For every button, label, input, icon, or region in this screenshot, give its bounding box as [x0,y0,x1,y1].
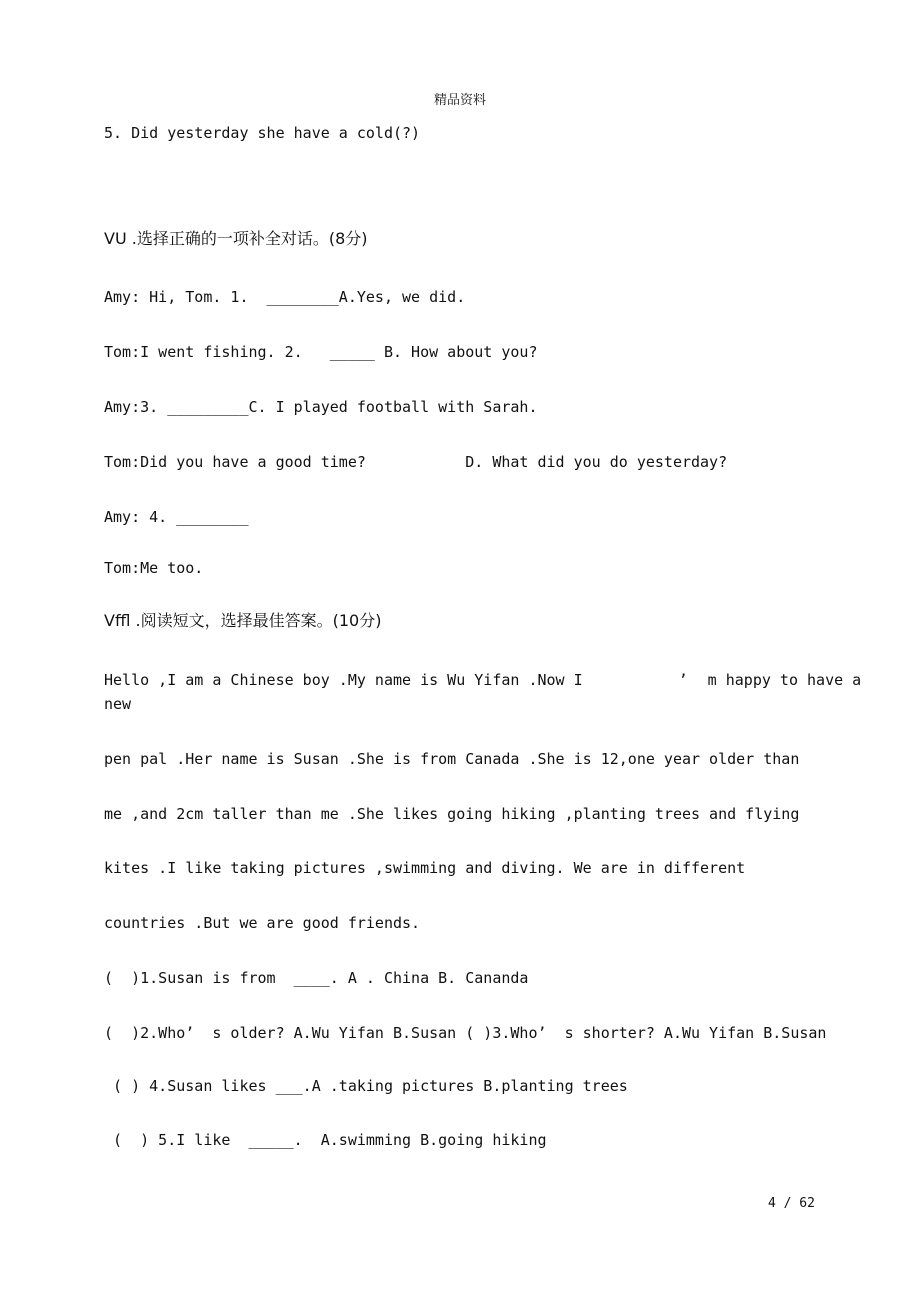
passage-line: pen pal .Her name is Susan .She is from Canada .She is 12,one year older than [104,750,800,768]
dialogue-line: Tom:Me too. [104,559,204,577]
question-line: ( ) 5.I like _____. A.swimming B.going hiking [104,1131,547,1149]
passage-line: me ,and 2cm taller than me .She likes going hiking ,planting trees and flying [104,805,800,823]
page-header: 精品资料 [433,93,486,108]
dialogue-line: Tom:Did you have a good time? D. What did you do yesterday? [104,453,728,471]
dialogue-line: Amy: 4. ________ [104,508,249,526]
dialogue-line: Amy: Hi, Tom. 1. ________A.Yes, we did. [104,288,466,306]
section-8-title: Vffl .阅读短文，选择最佳答案。(10分) [104,611,382,630]
question-line: ( )2.Who’ s older? A.Wu Yifan B.Susan ( )3.Who’ s shorter? A.Wu Yifan B.Susan [104,1024,827,1042]
passage-line: kites .I like taking pictures ,swimming and diving. We are in different [104,859,746,877]
question-5: 5. Did yesterday she have a cold(?) [104,124,421,142]
dialogue-line: Amy:3. _________C. I played football with Sarah. [104,398,538,416]
passage-line: countries .But we are good friends. [104,914,421,932]
passage-text: m happy to have a [707,671,862,689]
dialogue-line: Tom:I went fishing. 2. _____ B. How about you? [104,343,538,361]
passage-line-1 [104,670,861,690]
question-line: ( )1.Susan is from ____. A . China B. Cananda [104,969,529,987]
passage-text: Hello ,I am a Chinese boy .My name is Wu Yifan .Now I [104,671,583,689]
section-7-title: VU .选择正确的一项补全对话。(8分) [104,229,368,248]
passage-apostrophe: ’ [678,671,688,689]
page-number: 4 / 62 [768,1196,815,1211]
question-line: ( ) 4.Susan likes ___.A .taking pictures B.planting trees [104,1077,628,1095]
passage-line-1-wrap: new [104,695,132,713]
